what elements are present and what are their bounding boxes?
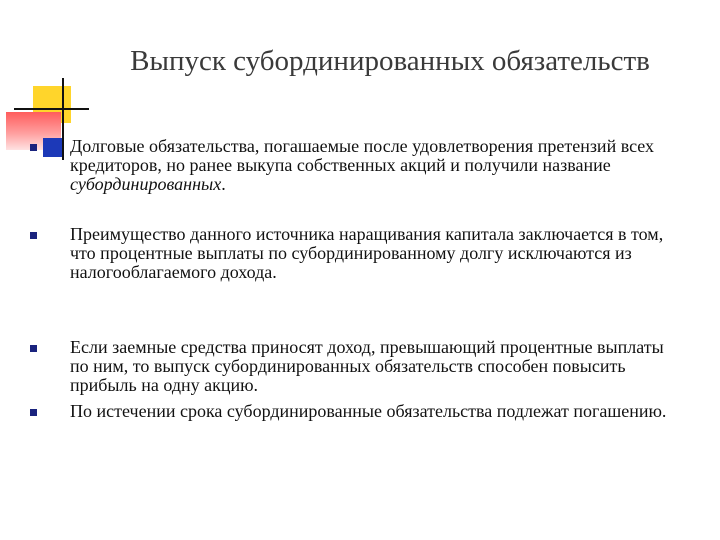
bullet-item-1-text: Долговые обязательства, погашаемые после удовлетворения претензий всех кредиторов, но ранее выкупа собственных акций и получили название bbox=[70, 136, 655, 175]
decor-horizontal-line bbox=[14, 108, 89, 110]
bullet-marker-1 bbox=[30, 144, 37, 151]
decor-vertical-line bbox=[62, 78, 64, 160]
bullet-item-1-tail: . bbox=[221, 174, 226, 194]
bullet-item-1-emphasis: субординированных bbox=[70, 174, 222, 194]
bullet-marker-3 bbox=[30, 345, 37, 352]
decor-blue-square bbox=[43, 138, 63, 157]
slide-title: Выпуск субординированных обязательств bbox=[130, 45, 650, 77]
bullet-item-4: По истечении срока субординированные обязательства подлежат погашению. bbox=[70, 401, 667, 421]
bullet-item-2: Преимущество данного источника наращивания капитала заключается в том, что процентные выплаты по субординированному долгу исключаются из налогооблагаемого дохода. bbox=[70, 224, 664, 282]
bullet-item-1 bbox=[70, 137, 680, 194]
bullet-marker-4 bbox=[30, 409, 37, 416]
bullet-item-3: Если заемные средства приносят доход, превышающий процентные выплаты по ним, то выпуск субординированных обязательств способен повысить прибыль на одну акцию. bbox=[70, 337, 664, 395]
bullet-marker-2 bbox=[30, 232, 37, 239]
